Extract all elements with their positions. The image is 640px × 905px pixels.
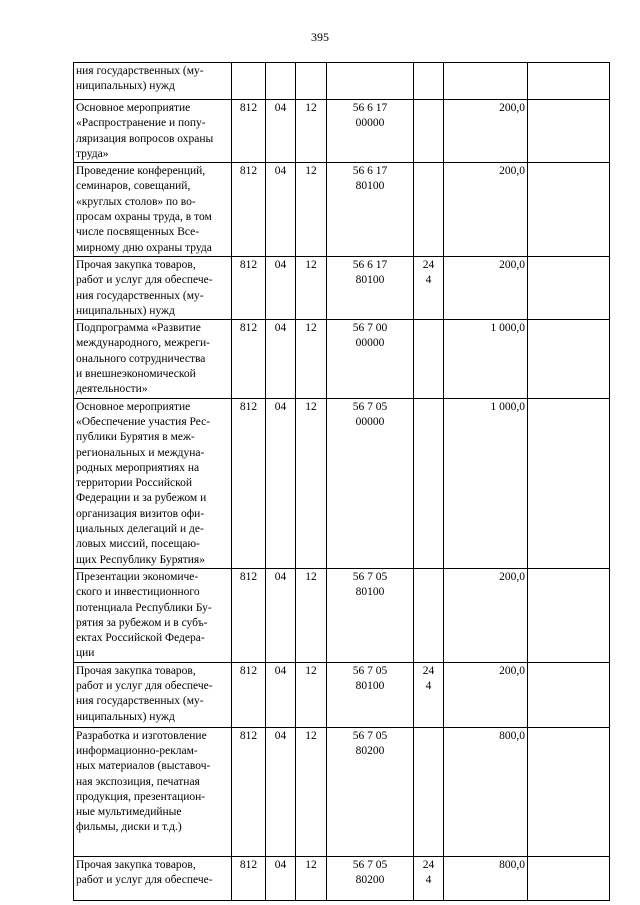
- row-name: Основное мероприятие «Распространение и попу- ляризация вопросов охраны труда»: [74, 100, 232, 163]
- row-csr: 56 7 05 80100: [327, 568, 414, 662]
- table-row: [74, 568, 610, 662]
- row-amount: 800,0: [444, 727, 528, 856]
- row-rz: [266, 63, 296, 100]
- row-vr: [414, 568, 444, 662]
- row-csr: 56 7 05 80100: [327, 662, 414, 727]
- table-row: [74, 100, 610, 163]
- row-vr: 24 4: [414, 256, 444, 319]
- row-rz: 04: [266, 727, 296, 856]
- row-csr: 56 7 05 00000: [327, 398, 414, 568]
- row-extra-empty: [528, 320, 610, 398]
- row-vr: [414, 727, 444, 856]
- row-csr: 56 6 17 00000: [327, 100, 414, 163]
- row-name: Презентации экономиче- ского и инвестиционного потенциала Республики Бу- рятия за рубежом и в субъ- ектах Российской Федера- ции: [74, 568, 232, 662]
- row-name: Проведение конференций, семинаров, совещаний, «круглых столов» по во- просам охраны труда, в том числе посвященных Все- мирному дню охраны труда: [74, 163, 232, 257]
- row-pr: 12: [296, 100, 327, 163]
- table-row: [74, 727, 610, 856]
- row-name: Подпрограмма «Развитие международного, межреги- онального сотрудничества и внешнеэкономической деятельности»: [74, 320, 232, 398]
- row-name: Прочая закупка товаров, работ и услуг для обеспече- ния государственных (му- ниципальных) нужд: [74, 662, 232, 727]
- row-amount: 1 000,0: [444, 320, 528, 398]
- row-grbs: 812: [232, 568, 266, 662]
- row-name: ния государственных (му- ниципальных) нужд: [74, 63, 232, 100]
- row-pr: [296, 63, 327, 100]
- row-vr: [414, 320, 444, 398]
- row-pr: 12: [296, 256, 327, 319]
- row-rz: 04: [266, 256, 296, 319]
- row-grbs: 812: [232, 320, 266, 398]
- row-grbs: 812: [232, 856, 266, 900]
- row-csr: [327, 63, 414, 100]
- row-amount: [444, 63, 528, 100]
- row-grbs: 812: [232, 256, 266, 319]
- row-rz: 04: [266, 568, 296, 662]
- row-grbs: 812: [232, 100, 266, 163]
- row-csr: 56 7 05 80200: [327, 856, 414, 900]
- row-amount: 200,0: [444, 163, 528, 257]
- row-name: Основное мероприятие «Обеспечение участия Рес- публики Бурятия в меж- региональных и междуна- родных мероприятиях на территории Российской Федерации и за рубежом и организация визитов офи- циальных делегаций и де- ловых миссий, посещаю- щих Республику Бурятия»: [74, 398, 232, 568]
- table-row: [74, 398, 610, 568]
- row-grbs: 812: [232, 398, 266, 568]
- row-rz: 04: [266, 163, 296, 257]
- row-rz: 04: [266, 320, 296, 398]
- row-grbs: 812: [232, 163, 266, 257]
- row-amount: 200,0: [444, 100, 528, 163]
- row-extra-empty: [528, 163, 610, 257]
- budget-table: [73, 62, 610, 901]
- row-csr: 56 6 17 80100: [327, 256, 414, 319]
- row-rz: 04: [266, 662, 296, 727]
- page-number: 395: [311, 30, 329, 44]
- row-grbs: 812: [232, 662, 266, 727]
- row-vr: [414, 163, 444, 257]
- row-name: Разработка и изготовление информационно-реклам- ных материалов (выставоч- ная экспозиция, печатная продукция, презентацион- ные мультимедийные фильмы, диски и т.д.): [74, 727, 232, 856]
- row-grbs: 812: [232, 727, 266, 856]
- row-rz: 04: [266, 856, 296, 900]
- row-name: Прочая закупка товаров, работ и услуг для обеспече-: [74, 856, 232, 900]
- row-extra-empty: [528, 398, 610, 568]
- row-vr: 24 4: [414, 662, 444, 727]
- row-amount: 1 000,0: [444, 398, 528, 568]
- row-rz: 04: [266, 100, 296, 163]
- table-row: [74, 63, 610, 100]
- row-name: Прочая закупка товаров, работ и услуг для обеспече- ния государственных (му- ниципальных) нужд: [74, 256, 232, 319]
- table-row: [74, 163, 610, 257]
- table-row: [74, 662, 610, 727]
- row-amount: 800,0: [444, 856, 528, 900]
- table-row: [74, 320, 610, 398]
- table-row: [74, 856, 610, 900]
- row-extra-empty: [528, 662, 610, 727]
- row-extra-empty: [528, 100, 610, 163]
- row-vr: [414, 100, 444, 163]
- row-extra-empty: [528, 727, 610, 856]
- row-pr: 12: [296, 163, 327, 257]
- row-amount: 200,0: [444, 568, 528, 662]
- row-rz: 04: [266, 398, 296, 568]
- row-extra-empty: [528, 568, 610, 662]
- row-grbs: [232, 63, 266, 100]
- row-pr: 12: [296, 856, 327, 900]
- row-pr: 12: [296, 398, 327, 568]
- row-pr: 12: [296, 568, 327, 662]
- row-extra-empty: [528, 856, 610, 900]
- row-csr: 56 7 00 00000: [327, 320, 414, 398]
- row-extra-empty: [528, 63, 610, 100]
- row-vr: [414, 63, 444, 100]
- row-amount: 200,0: [444, 256, 528, 319]
- row-vr: [414, 398, 444, 568]
- table-row: [74, 256, 610, 319]
- row-vr: 24 4: [414, 856, 444, 900]
- row-extra-empty: [528, 256, 610, 319]
- row-csr: 56 6 17 80100: [327, 163, 414, 257]
- row-csr: 56 7 05 80200: [327, 727, 414, 856]
- row-amount: 200,0: [444, 662, 528, 727]
- row-pr: 12: [296, 320, 327, 398]
- row-pr: 12: [296, 662, 327, 727]
- row-pr: 12: [296, 727, 327, 856]
